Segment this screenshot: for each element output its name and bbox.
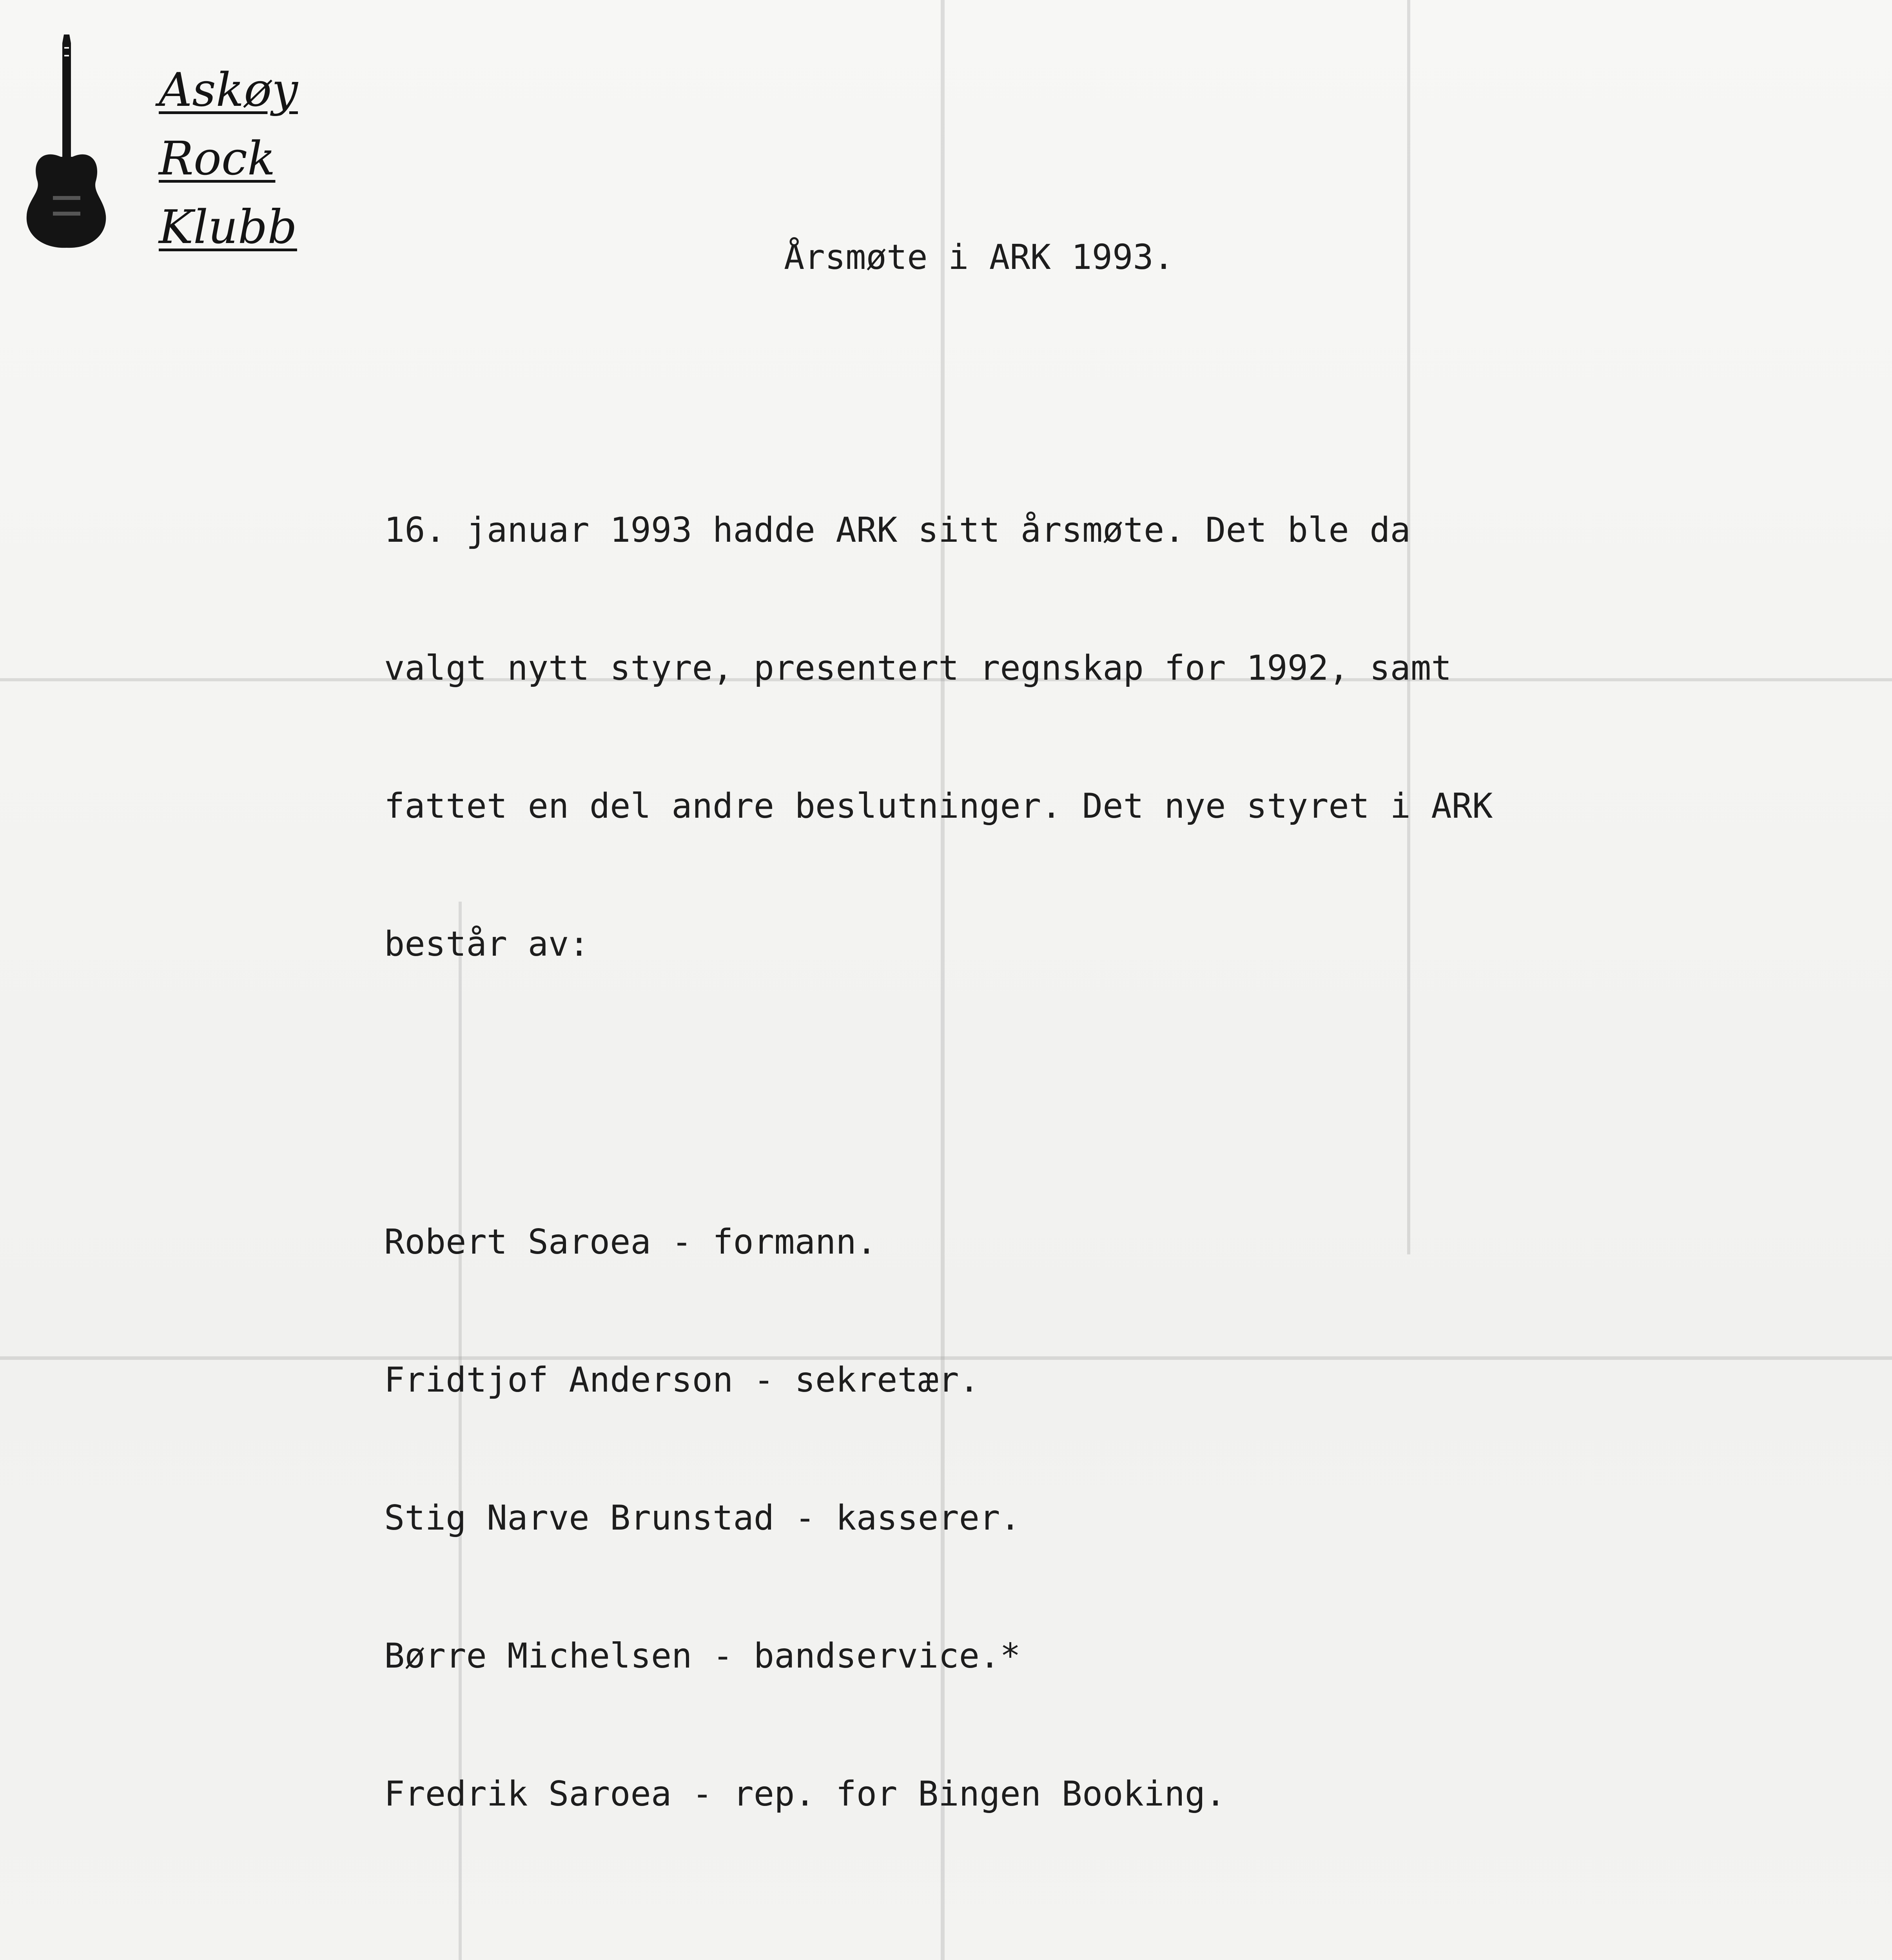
intro-paragraph bbox=[384, 421, 1874, 1053]
guitar-icon bbox=[24, 31, 110, 251]
board-member: Stig Narve Brunstad - kasserer. bbox=[384, 1498, 1021, 1538]
board-member: Robert Saroea - formann. bbox=[384, 1222, 877, 1262]
text-line: 16. januar 1993 hadde ARK sitt årsmøte. Det ble da bbox=[384, 510, 1411, 550]
logo-text-rock: Rock bbox=[159, 131, 276, 185]
board-member: Fridtjof Anderson - sekretær. bbox=[384, 1360, 980, 1400]
board-member: Børre Michelsen - bandservice.* bbox=[384, 1636, 1021, 1676]
text-line: valgt nytt styre, presentert regnskap for 1992, samt bbox=[384, 648, 1452, 688]
letter-body bbox=[384, 341, 1874, 1960]
text-line: fattet en del andre beslutninger. Det nye styret i ARK bbox=[384, 786, 1493, 826]
logo-text-klubb: Klubb bbox=[159, 200, 297, 254]
letter-title: Årsmøte i ARK 1993. bbox=[784, 237, 1174, 277]
board-member: Fredrik Saroea - rep. for Bingen Booking. bbox=[384, 1774, 1226, 1814]
logo-text-askoy: Askøy bbox=[159, 63, 298, 117]
board-list bbox=[384, 1133, 1874, 1903]
text-line: består av: bbox=[384, 924, 590, 964]
